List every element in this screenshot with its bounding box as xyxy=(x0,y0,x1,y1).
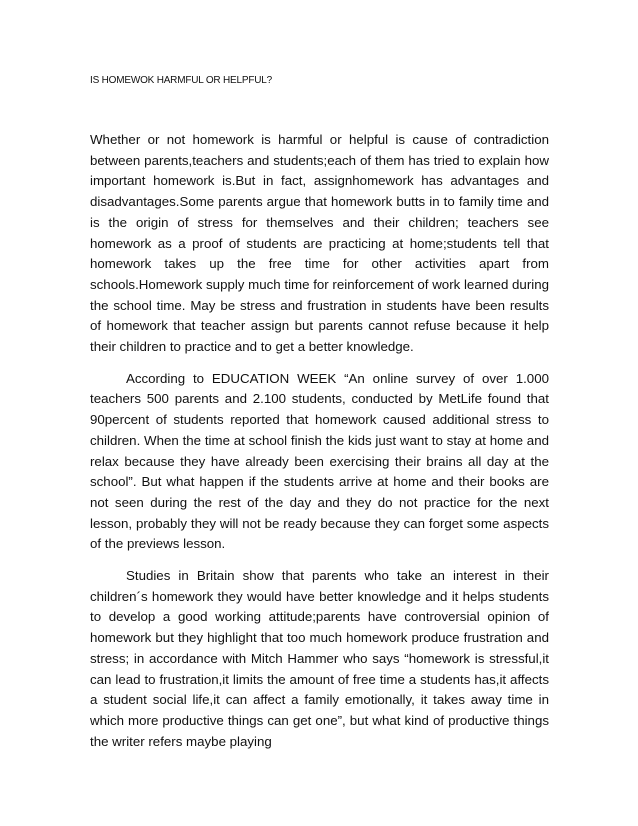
paragraph-3: Studies in Britain show that parents who take an interest in their children´s homework they would have better knowledge and it helps students to develop a good working attitude;parents have controversial opinion of homework but they highlight that too much homework produce frustration and stress; in accordance with Mitch Hammer who says “homework is stressful,it can lead to frustration,it limits the amount of free time a students has,it affects a student social life,it can affect a family emotionally, it takes away time in which more productive things can get one”, but what kind of productive things the writer refers maybe playing xyxy=(90,568,549,749)
paragraph-2: According to EDUCATION WEEK “An online survey of over 1.000 teachers 500 parents and 2.100 students, conducted by MetLife found that 90percent of students reported that homework caused additional stress to children. When the time at school finish the kids just want to stay at home and relax because they have already been exercising their brains all day at the school”. But what happen if the students arrive at home and their books are not seen during the rest of the day and they do not practice for the next lesson, probably they will not be ready because they can forget some aspects of the previews lesson. xyxy=(90,370,549,552)
paragraph-1: Whether or not homework is harmful or helpful is cause of contradiction between parents,teachers and students;each of them has tried to explain how important homework is.But in fact, assignhomework has advantages and disadvantages.Some parents argue that homework butts in to family time and is the origin of stress for themselves and their children; teachers see homework as a proof of students are practicing at home;students tell that homework takes up the free time for other activities apart from schools.Homework supply much time for reinforcement of work learned during the school time. May be stress and frustration in students have been results of homework that teacher assign but parents cannot refuse because it help their children to practice and to get a better knowledge. xyxy=(90,132,549,355)
document-title: IS HOMEWOK HARMFUL OR HELPFUL? xyxy=(90,75,272,86)
document-body xyxy=(90,130,549,763)
